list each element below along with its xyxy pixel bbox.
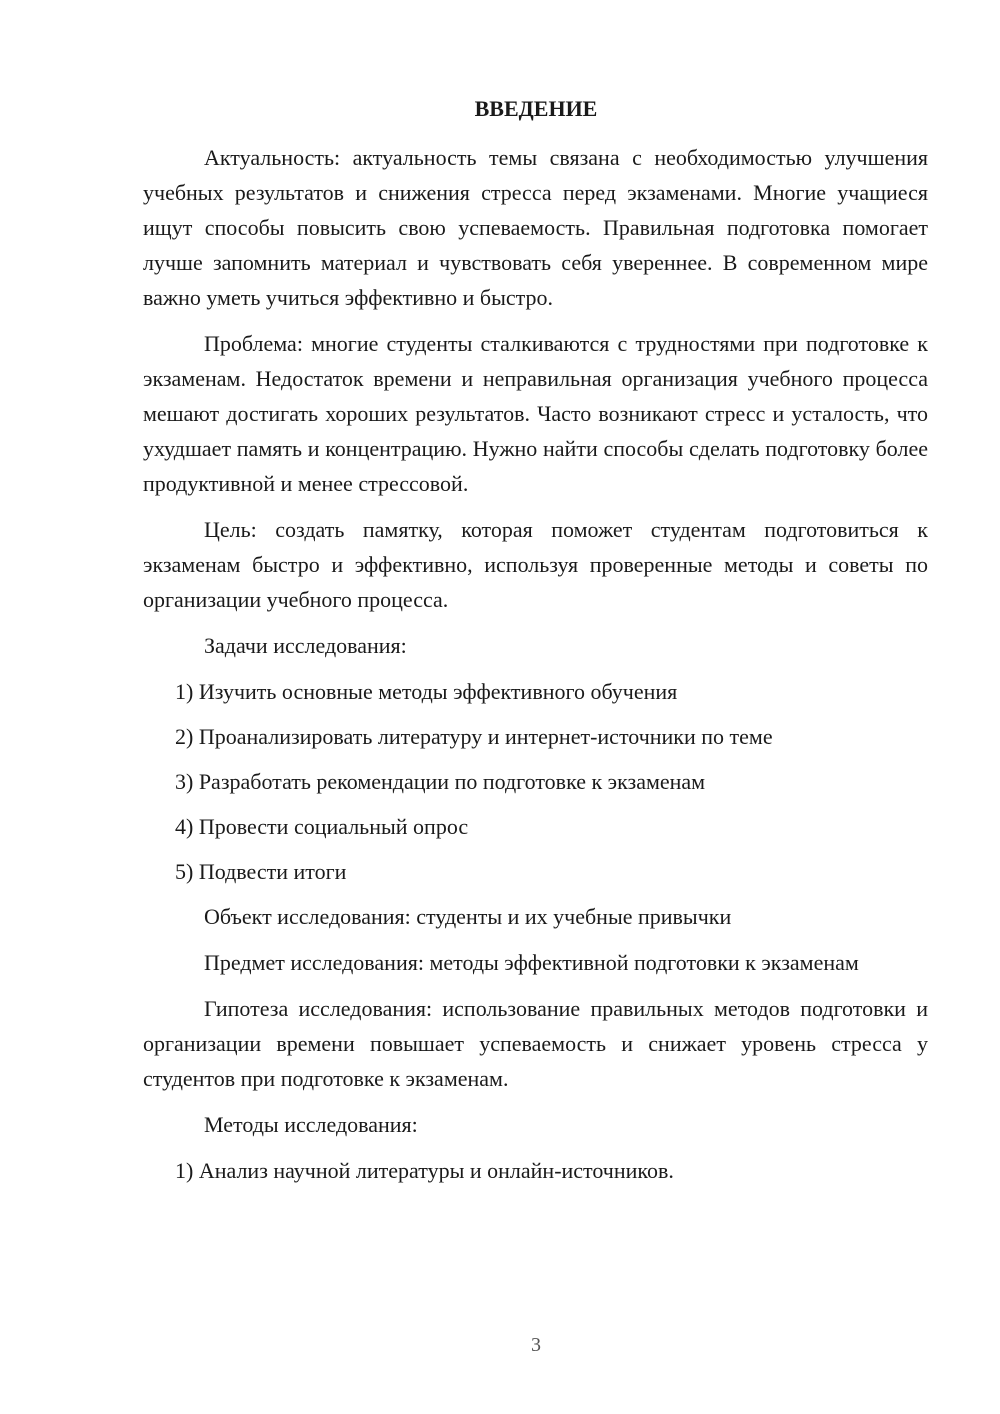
methods-list (143, 1153, 928, 1188)
page-title: ВВЕДЕНИЕ (474, 96, 598, 121)
task-item: 2) Проанализировать литературу и интернет-источники по теме (175, 724, 773, 749)
page-number: 3 (531, 1334, 541, 1356)
document-body (143, 140, 928, 1198)
task-item: 1) Изучить основные методы эффективного обучения (175, 679, 678, 704)
object-paragraph: Объект исследования: студенты и их учебные привычки (204, 904, 732, 929)
method-item: 1) Анализ научной литературы и онлайн-источников. (175, 1158, 674, 1183)
relevance-paragraph: Актуальность: актуальность темы связана с необходимостью улучшения учебных результатов и снижения стресса перед экзаменами. Многие учащиеся ищут способы повысить свою успеваемость. Правильная подготовка помогает лучше запомнить материал и чувствовать себя увереннее. В современном мире важно уметь учиться эффективно и быстро. (143, 145, 928, 310)
tasks-heading: Задачи исследования: (204, 633, 407, 658)
task-item: 5) Подвести итоги (175, 859, 347, 884)
hypothesis-paragraph: Гипотеза исследования: использование правильных методов подготовки и организации времени повышает успеваемость и снижает уровень стресса у студентов при подготовке к экзаменам. (143, 996, 928, 1091)
goal-paragraph: Цель: создать памятку, которая поможет студентам подготовиться к экзаменам быстро и эффективно, используя проверенные методы и советы по организации учебного процесса. (143, 517, 928, 612)
problem-paragraph: Проблема: многие студенты сталкиваются с трудностями при подготовке к экзаменам. Недостаток времени и неправильная организация учебного процесса мешают достигать хороших результатов. Часто возникают стресс и усталость, что ухудшает память и концентрацию. Нужно найти способы сделать подготовку более продуктивной и менее стрессовой. (143, 331, 928, 496)
task-item: 3) Разработать рекомендации по подготовке к экзаменам (175, 769, 706, 794)
methods-heading: Методы исследования: (204, 1112, 418, 1137)
task-item: 4) Провести социальный опрос (175, 814, 469, 839)
tasks-list (143, 674, 928, 889)
subject-paragraph: Предмет исследования: методы эффективной подготовки к экзаменам (204, 950, 859, 975)
